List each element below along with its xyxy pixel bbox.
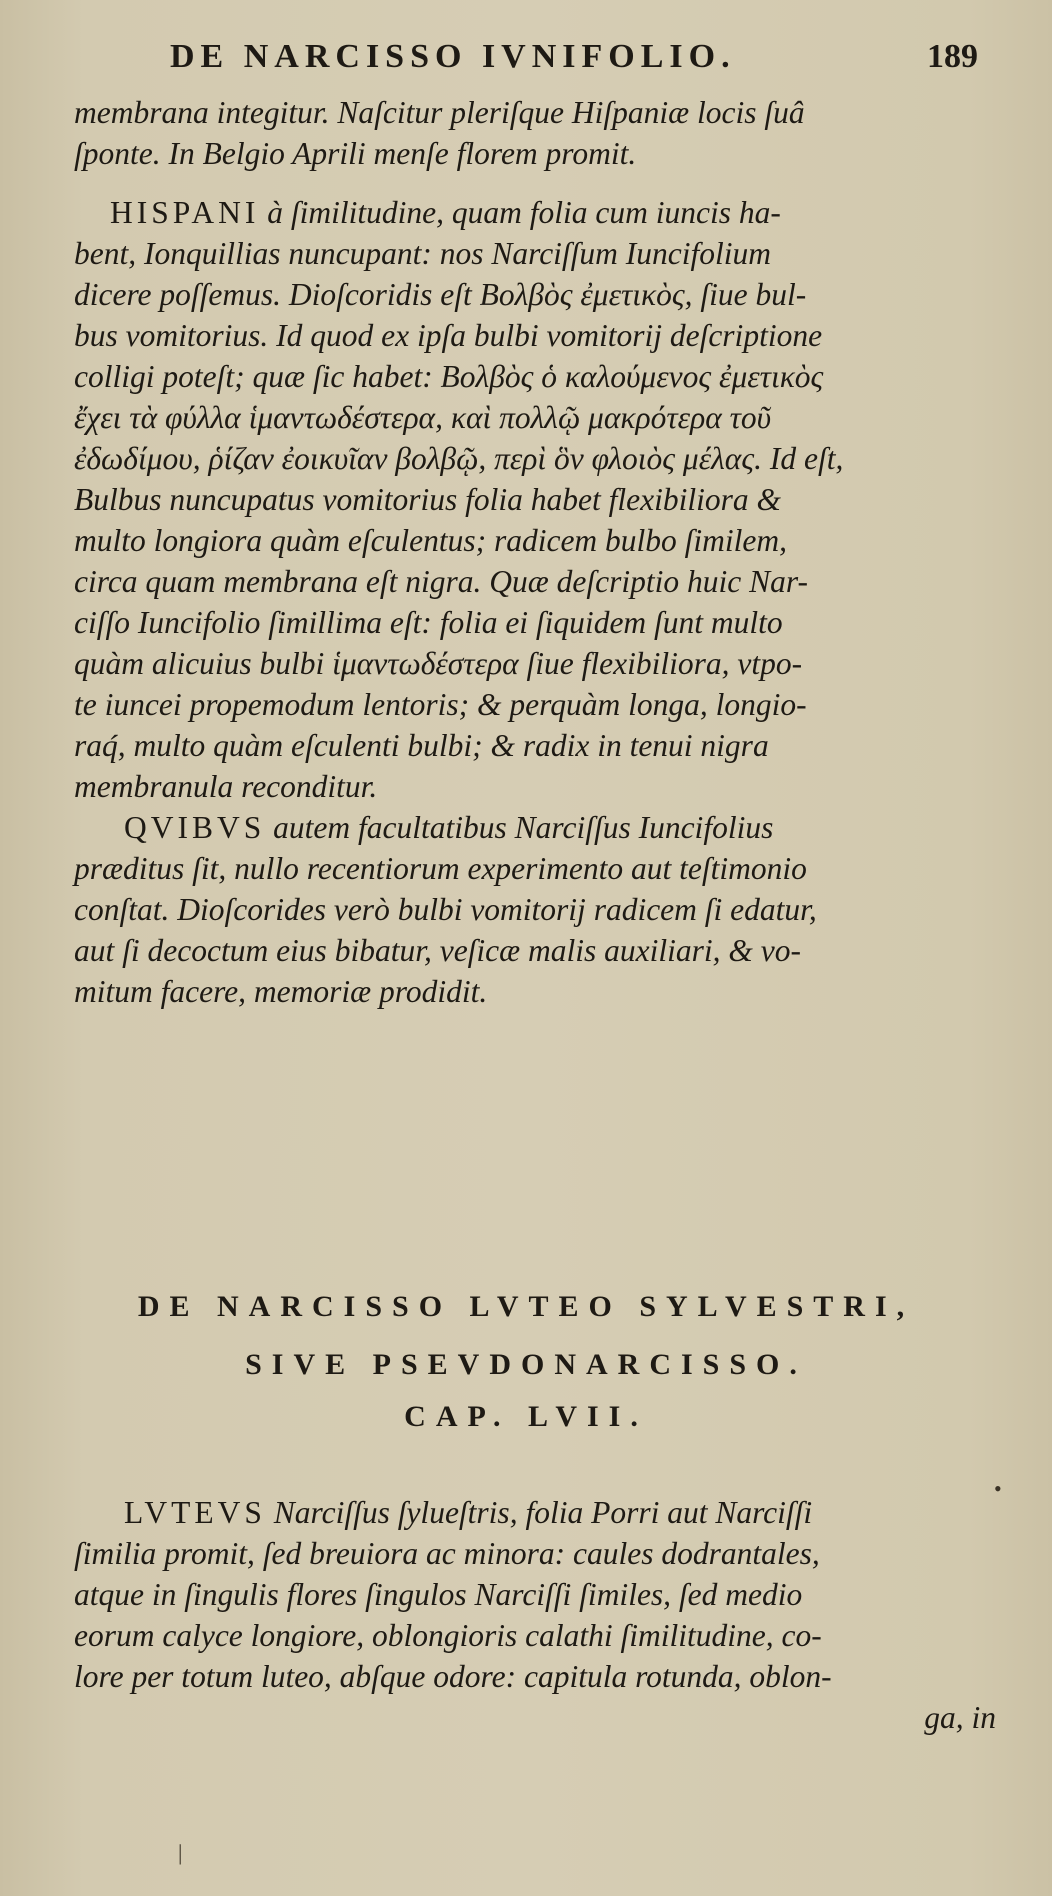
paragraph-2	[74, 192, 1004, 807]
paragraph-2-lead: HISPANI	[110, 195, 260, 230]
text-line: Bulbus nuncupatus vomitorius folia habet flexibiliora &	[74, 482, 781, 517]
margin-mark-icon: •	[994, 1476, 1002, 1501]
text-line	[74, 807, 1004, 848]
catchword: ga, in	[924, 1700, 996, 1735]
margin-mark-icon: |	[178, 1840, 183, 1865]
text-line: mitum facere, memoriæ prodidit.	[74, 974, 488, 1009]
text-line: membrana integitur. Naſcitur pleriſque Hiſpaniæ locis ſuâ	[74, 95, 805, 130]
paragraph-4	[74, 1492, 1004, 1738]
text-line: circa quam membrana eſt nigra. Quæ deſcriptio huic Nar-	[74, 564, 809, 599]
running-header	[170, 38, 1000, 82]
text-line: ſponte. In Belgio Aprili menſe florem promit.	[74, 136, 637, 171]
text-line: quàm alicuius bulbi ἱμαντωδέστερα ſiue flexibiliora, vtpo-	[74, 646, 803, 681]
page-number: 189	[927, 38, 978, 75]
running-title: DE NARCISSO IVNIFOLIO.	[170, 38, 736, 75]
text-line	[74, 192, 1004, 233]
text-line: lore per totum luteo, abſque odore: capitula rotunda, oblon-	[74, 1659, 832, 1694]
text-line: atque in ſingulis flores ſingulos Narciſſi ſimiles, ſed medio	[74, 1577, 803, 1612]
text-run: à ſimilitudine, quam folia cum iuncis ha-	[259, 195, 781, 230]
text-line: colligi poteſt; quæ ſic habet: Βολβὸς ὁ καλούμενος ἐμετικὸς	[74, 359, 824, 394]
text-line: multo longiora quàm eſculentus; radicem bulbo ſimilem,	[74, 523, 788, 558]
text-line: dicere poſſemus. Dioſcoridis eſt Βολβὸς ἐμετικὸς, ſiue bul-	[74, 277, 807, 312]
text-line: bus vomitorius. Id quod ex ipſa bulbi vomitorij deſcriptione	[74, 318, 823, 353]
text-line: conſtat. Dioſcorides verò bulbi vomitorij radicem ſi edatur,	[74, 892, 817, 927]
text-line: ciſſo Iuncifolio ſimillima eſt: folia ei ſiquidem ſunt multo	[74, 605, 783, 640]
text-line: eorum calyce longiore, oblongioris calathi ſimilitudine, co-	[74, 1618, 822, 1653]
text-run: Narciſſus ſylueſtris, folia Porri aut Narciſſi	[265, 1495, 813, 1530]
text-line: raq́, multo quàm eſculenti bulbi; & radix in tenui nigra	[74, 728, 769, 763]
text-line: ἔχει τὰ φύλλα ἱμαντωδέστερα, καὶ πολλῷ μακρότερα τοῦ	[74, 400, 772, 435]
text-line: ſimilia promit, ſed breuiora ac minora: caules dodrantales,	[74, 1536, 820, 1571]
chapter-heading-line-1: DE NARCISSO LVTEO SYLVESTRI,	[137, 1290, 915, 1323]
text-line: aut ſi decoctum eius bibatur, veſicæ malis auxiliari, & vo-	[74, 933, 802, 968]
paragraph-1	[74, 92, 1004, 174]
text-line: præditus ſit, nullo recentiorum experimento aut teſtimonio	[74, 851, 807, 886]
chapter-number: CAP. LVII.	[404, 1400, 648, 1433]
paragraph-3-lead: QVIBVS	[124, 810, 266, 845]
text-line	[74, 1492, 1004, 1533]
chapter-heading-line-2: SIVE PSEVDONARCISSO.	[245, 1348, 807, 1381]
paragraph-4-lead: LVTEVS	[124, 1495, 266, 1530]
text-run: autem facultatibus Narciſſus Iuncifolius	[265, 810, 774, 845]
text-line: membranula reconditur.	[74, 769, 378, 804]
text-line: ἐδωδίμου, ῥίζαν ἐοικυῖαν βολβῷ, περὶ ὃν φλοιὸς μέλας. Id eſt,	[74, 441, 844, 476]
text-line: te iuncei propemodum lentoris; & perquàm longa, longio-	[74, 687, 807, 722]
paragraph-3	[74, 807, 1004, 1012]
text-line: bent, Ionquillias nuncupant: nos Narciſſum Iuncifolium	[74, 236, 772, 271]
